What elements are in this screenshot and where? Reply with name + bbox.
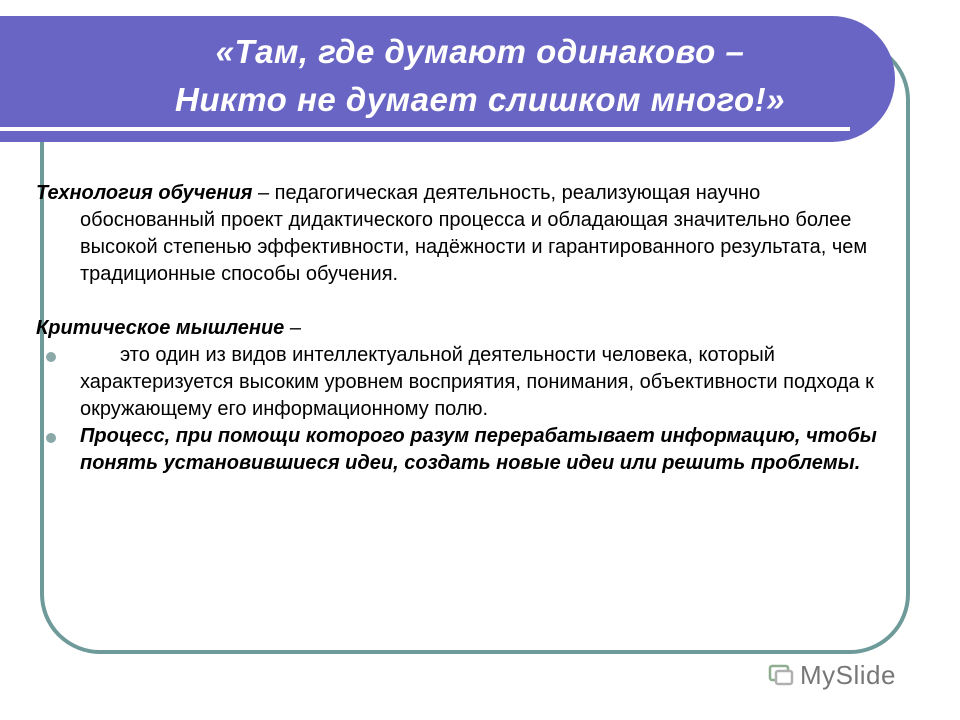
- definition-critical-thinking: [36, 315, 896, 342]
- definition-term: Технология обучения: [36, 182, 253, 204]
- list-item: [36, 342, 896, 423]
- bullet-icon: [46, 433, 56, 443]
- bullet-icon: [46, 352, 56, 362]
- definition-text: – педагогическая деятельность, реализующая научно обоснованный проект дидактического процесса и обладающая значительно более высокой степенью эффективности, надёжности и гарантированного результата, чем традиционные способы обучения.: [80, 182, 868, 285]
- list-item: [36, 423, 896, 477]
- bullet-text: Процесс, при помощи которого разум перерабатывает информацию, чтобы понять установившиеся идеи, создать новые идеи или решить проблемы.: [80, 425, 877, 474]
- definition-dash: –: [284, 317, 301, 339]
- myshared-logo-icon: [768, 663, 794, 687]
- slide-title: [0, 28, 960, 124]
- title-line-1: «Там, где думают одинаково –: [215, 33, 745, 70]
- bullet-text: это один из видов интеллектуальной деятельности человека, который характеризуется высоким уровнем восприятия, понимания, объективности подхода к окружающему его информационному полю.: [80, 344, 874, 420]
- title-line-2: Никто не думает слишком много!»: [175, 81, 785, 118]
- definition-technology: [36, 180, 896, 288]
- slide-content: [36, 180, 896, 477]
- watermark-logo: [768, 660, 896, 690]
- definition-term: Критическое мышление: [36, 317, 285, 339]
- title-underline: [0, 127, 850, 131]
- bullet-list: [36, 342, 896, 477]
- watermark-text: MySlide: [800, 659, 896, 690]
